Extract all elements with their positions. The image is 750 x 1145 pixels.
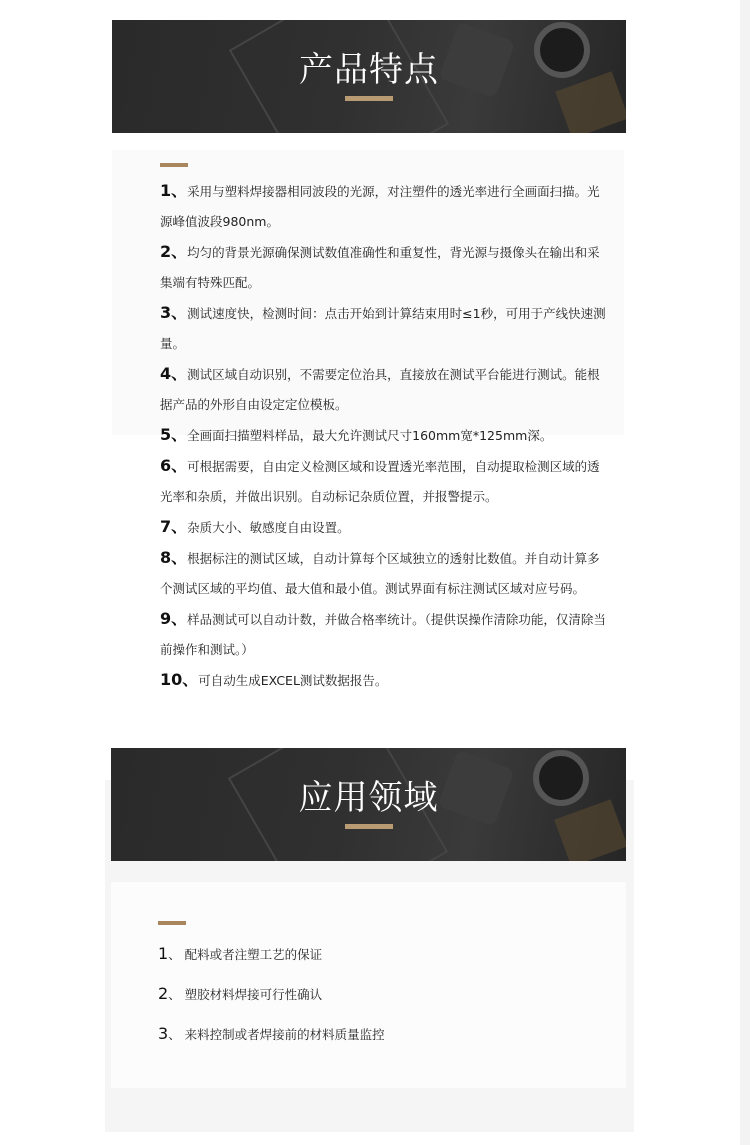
features-banner bbox=[112, 20, 626, 133]
accent-bar bbox=[160, 163, 188, 167]
feature-item bbox=[160, 543, 610, 604]
item-number: 5、 bbox=[160, 425, 188, 444]
features-list bbox=[160, 176, 610, 696]
feature-item bbox=[160, 665, 610, 696]
item-text: 采用与塑料焊接器相同波段的光源，对注塑件的透光率进行全画面扫描。光源峰值波段980nm。 bbox=[160, 184, 600, 229]
item-text: 、 配料或者注塑工艺的保证 bbox=[168, 947, 323, 962]
feature-item bbox=[160, 298, 610, 359]
item-number: 2 bbox=[158, 984, 169, 1003]
item-number: 3 bbox=[158, 1024, 169, 1043]
applications-title: 应用领域 bbox=[298, 778, 439, 818]
item-text: 根据标注的测试区域，自动计算每个区域独立的透射比数值。并自动计算多个测试区域的平均值、最大值和最小值。测试界面有标注测试区域对应号码。 bbox=[160, 551, 600, 596]
application-item bbox=[158, 940, 385, 980]
item-text: 测试区域自动识别，不需要定位治具，直接放在测试平台能进行测试。能根据产品的外形自由设定定位模板。 bbox=[160, 367, 600, 412]
features-title: 产品特点 bbox=[299, 50, 439, 90]
applications-banner bbox=[111, 748, 626, 861]
item-text: 全画面扫描塑料样品，最大允许测试尺寸160mm宽*125mm深。 bbox=[187, 428, 553, 443]
application-item bbox=[158, 1020, 385, 1060]
item-number: 4、 bbox=[160, 364, 188, 383]
item-text: 可根据需要，自由定义检测区域和设置透光率范围，自动提取检测区域的透光率和杂质，并做出识别。自动标记杂质位置，并报警提示。 bbox=[160, 459, 600, 504]
item-number: 10、 bbox=[160, 670, 199, 689]
feature-item bbox=[160, 237, 610, 298]
page-edge-strip bbox=[740, 0, 750, 1145]
item-text: 、 塑胶材料焊接可行性确认 bbox=[168, 987, 323, 1002]
accent-bar bbox=[158, 921, 186, 925]
feature-item bbox=[160, 512, 610, 543]
feature-item bbox=[160, 451, 610, 512]
item-number: 8、 bbox=[160, 548, 188, 567]
item-text: 样品测试可以自动计数，并做合格率统计。（提供误操作清除功能，仅清除当前操作和测试。） bbox=[160, 612, 606, 657]
item-text: 可自动生成EXCEL测试数据报告。 bbox=[198, 673, 388, 688]
feature-item bbox=[160, 604, 610, 665]
item-text: 测试速度快，检测时间：点击开始到计算结束用时≤1秒，可用于产线快速测量。 bbox=[160, 306, 606, 351]
title-underline bbox=[345, 824, 393, 829]
application-item bbox=[158, 980, 385, 1020]
item-text: 、 来料控制或者焊接前的材料质量监控 bbox=[168, 1027, 385, 1042]
item-number: 1 bbox=[158, 944, 169, 963]
feature-item bbox=[160, 176, 610, 237]
feature-item bbox=[160, 359, 610, 420]
item-text: 均匀的背景光源确保测试数值准确性和重复性，背光源与摄像头在输出和采集端有特殊匹配。 bbox=[160, 245, 600, 290]
item-number: 3、 bbox=[160, 303, 188, 322]
item-number: 9、 bbox=[160, 609, 188, 628]
item-number: 6、 bbox=[160, 456, 188, 475]
title-underline bbox=[345, 96, 393, 101]
item-number: 2、 bbox=[160, 242, 188, 261]
feature-item bbox=[160, 420, 610, 451]
applications-list bbox=[158, 940, 385, 1060]
item-number: 7、 bbox=[160, 517, 188, 536]
item-number: 1、 bbox=[160, 181, 188, 200]
item-text: 杂质大小、敏感度自由设置。 bbox=[187, 520, 350, 535]
